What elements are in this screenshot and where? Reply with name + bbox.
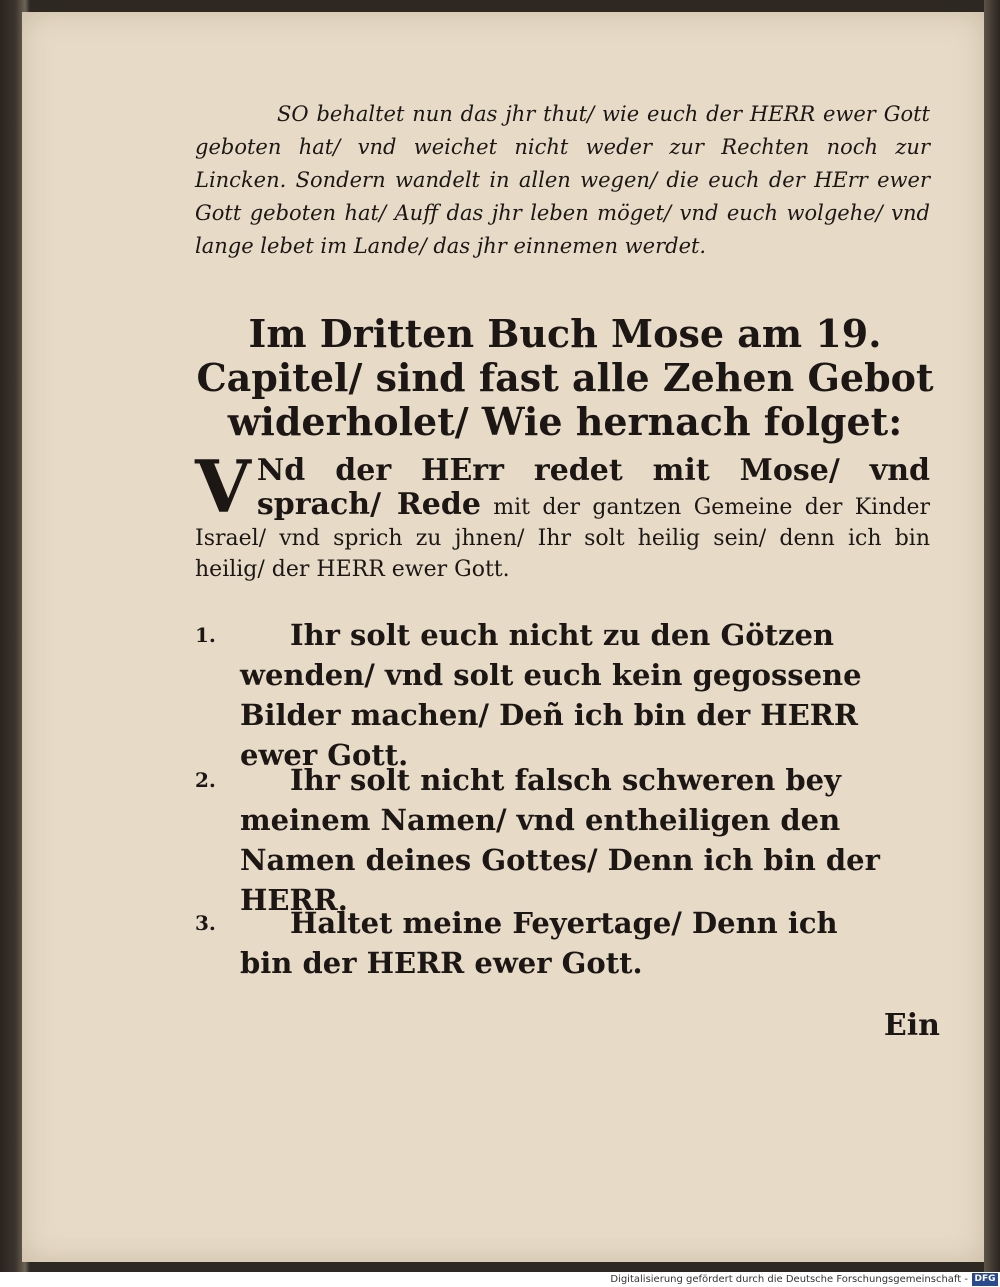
commandment-item bbox=[195, 760, 895, 920]
page-edge bbox=[984, 0, 1000, 1272]
item-text: Haltet meine Feyertage/ Denn ich bin der HERR ewer Gott. bbox=[240, 906, 838, 980]
item-text: Ihr solt euch nicht zu den Götzen wenden/ vnd solt euch kein gegossene Bilder machen/ Deñ ich bin der HERR ewer Gott. bbox=[240, 618, 862, 772]
commandment-item bbox=[195, 615, 895, 775]
intro-rest: mit der gantzen Gemeine der Kinder Israel/ vnd sprich zu jhnen/ Ihr solt heilig sein/ denn ich bin heilig/ der HERR ewer Gott. bbox=[195, 495, 931, 582]
item-number: 2. bbox=[195, 768, 216, 792]
dfg-logo-icon: DFG bbox=[972, 1273, 998, 1286]
item-number: 3. bbox=[195, 911, 216, 935]
drop-capital: V bbox=[195, 444, 251, 529]
top-paragraph bbox=[195, 98, 930, 263]
item-text: Ihr solt nicht falsch schweren bey meinem Namen/ vnd entheiligen den Namen deines Gottes/ Denn ich bin der HERR. bbox=[240, 763, 880, 917]
catchword: Ein bbox=[883, 1008, 940, 1043]
footer-bar bbox=[0, 1272, 1000, 1287]
item-number: 1. bbox=[195, 623, 216, 647]
intro-lead: Nd der HErr redet mit Mose/ vnd sprach/ Rede bbox=[256, 453, 930, 522]
section-heading: Im Dritten Buch Mose am 19. Capitel/ sind fast alle Zehen Gebot widerholet/ Wie hernach folget: bbox=[196, 311, 934, 444]
intro-paragraph bbox=[195, 444, 931, 585]
top-paragraph-text: SO behaltet nun das jhr thut/ wie euch der HERR ewer Gott geboten hat/ vnd weichet nicht weder zur Rechten noch zur Lincken. Sondern wandelt in allen wegen/ die euch der HErr ewer Gott geboten hat/ Auff das jhr leben möget/ vnd euch wolgehe/ vnd lange lebet im Lande/ das jhr einnemen werdet. bbox=[195, 102, 930, 258]
funding-credit: Digitalisierung gefördert durch die Deutsche Forschungsgemeinschaft - bbox=[610, 1274, 968, 1285]
commandment-item bbox=[195, 903, 895, 983]
